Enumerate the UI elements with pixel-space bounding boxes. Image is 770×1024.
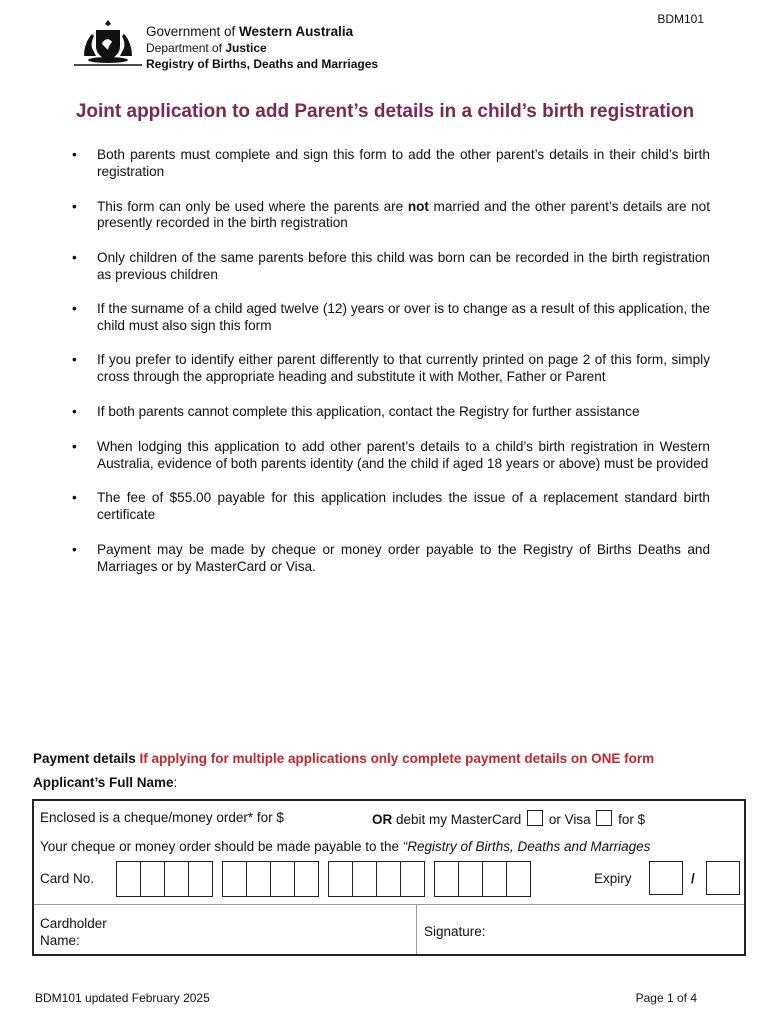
debit-label: debit my MasterCard bbox=[392, 812, 522, 827]
footer-page-number: Page 1 of 4 bbox=[635, 991, 697, 1005]
page-title: Joint application to add Parent’s details in a child’s birth registration bbox=[75, 101, 695, 122]
or-visa-label: or Visa bbox=[545, 812, 591, 827]
instruction-item bbox=[70, 199, 710, 233]
footer-form-version: BDM101 updated February 2025 bbox=[35, 991, 210, 1005]
instruction-item: • Payment may be made by cheque or money order payable to the Registry of Births Deaths and Marriages or by MasterCard or Visa. bbox=[70, 542, 710, 576]
applicant-colon: : bbox=[173, 775, 178, 790]
payable-note bbox=[40, 839, 650, 854]
card-choice bbox=[372, 810, 645, 827]
form-code: BDM101 bbox=[657, 12, 704, 26]
coat-of-arms-logo bbox=[74, 16, 142, 68]
instruction-item: • Only children of the same parents before this child was born can be recorded in the birth registration as previous children bbox=[70, 250, 710, 284]
instruction-item: • Both parents must complete and sign this form to add the other parent’s details in their child’s birth registration bbox=[70, 147, 710, 181]
visa-checkbox[interactable] bbox=[596, 810, 612, 826]
signature-field[interactable] bbox=[424, 924, 486, 939]
cardholder-label-line2: Name: bbox=[40, 933, 80, 948]
payment-note: If applying for multiple applications only complete payment details on ONE form bbox=[135, 751, 655, 766]
dept-bold: Justice bbox=[225, 41, 267, 55]
expiry-month-input[interactable] bbox=[649, 861, 683, 895]
or-label: OR bbox=[372, 812, 393, 827]
card-digits-group-4[interactable] bbox=[434, 861, 531, 897]
instruction-item: • If the surname of a child aged twelve (12) years or over is to change as a result of this application, the child must also sign this form bbox=[70, 301, 710, 335]
instruction-bold: not bbox=[407, 198, 429, 214]
dept-prefix: Department of bbox=[146, 41, 226, 55]
instruction-text: married and the other parent’s details are not presently recorded in the birth registration bbox=[97, 198, 711, 231]
instruction-item: • The fee of $55.00 payable for this application includes the issue of a replacement standard birth certificate bbox=[70, 490, 710, 524]
instruction-item: • If both parents cannot complete this application, contact the Registry for further assistance bbox=[70, 404, 710, 421]
gov-line-prefix: Government of bbox=[146, 24, 240, 39]
expiry-label: Expiry bbox=[594, 871, 632, 886]
card-number-label: Card No. bbox=[40, 871, 95, 886]
expiry-slash: / bbox=[691, 871, 695, 886]
cheque-amount-field[interactable] bbox=[40, 810, 284, 825]
for-label: for $ bbox=[614, 812, 646, 827]
payment-heading bbox=[33, 751, 654, 766]
card-digits-group-3[interactable] bbox=[328, 861, 425, 897]
instruction-text: This form can only be used where the parents are bbox=[97, 198, 408, 214]
instructions-list bbox=[70, 147, 710, 576]
divider bbox=[416, 904, 417, 954]
payable-italic: “Registry of Births, Deaths and Marriages bbox=[402, 839, 651, 854]
payment-box bbox=[32, 799, 746, 956]
expiry-year-input[interactable] bbox=[706, 861, 740, 895]
enclosed-label: Enclosed is a cheque/money order* for $ bbox=[40, 810, 284, 825]
signature-label: Signature: bbox=[424, 924, 486, 939]
applicant-name-field[interactable] bbox=[33, 775, 177, 790]
cardholder-name-field[interactable] bbox=[40, 915, 107, 949]
gov-line-bold: Western Australia bbox=[239, 24, 354, 39]
government-header bbox=[146, 24, 378, 72]
instruction-item: • When lodging this application to add other parent’s details to a child’s birth registration in Western Australia, evidence of both parents identity (and the child if aged 18 years or above) must be provided bbox=[70, 439, 710, 473]
payment-heading-label: Payment details bbox=[33, 751, 136, 766]
divider bbox=[34, 904, 744, 905]
instruction-item: • If you prefer to identify either parent differently to that currently printed on page 2 of this form, simply cross through the appropriate heading and substitute it with Mother, Father or Parent bbox=[70, 352, 710, 386]
registry-name: Registry of Births, Deaths and Marriages bbox=[146, 57, 379, 71]
cardholder-label-line1: Cardholder bbox=[40, 916, 107, 931]
mastercard-checkbox[interactable] bbox=[527, 810, 543, 826]
card-digits-group-1[interactable] bbox=[116, 861, 213, 897]
payable-text: Your cheque or money order should be made payable to the bbox=[40, 839, 403, 854]
applicant-label: Applicant’s Full Name bbox=[33, 775, 174, 790]
card-digits-group-2[interactable] bbox=[222, 861, 319, 897]
